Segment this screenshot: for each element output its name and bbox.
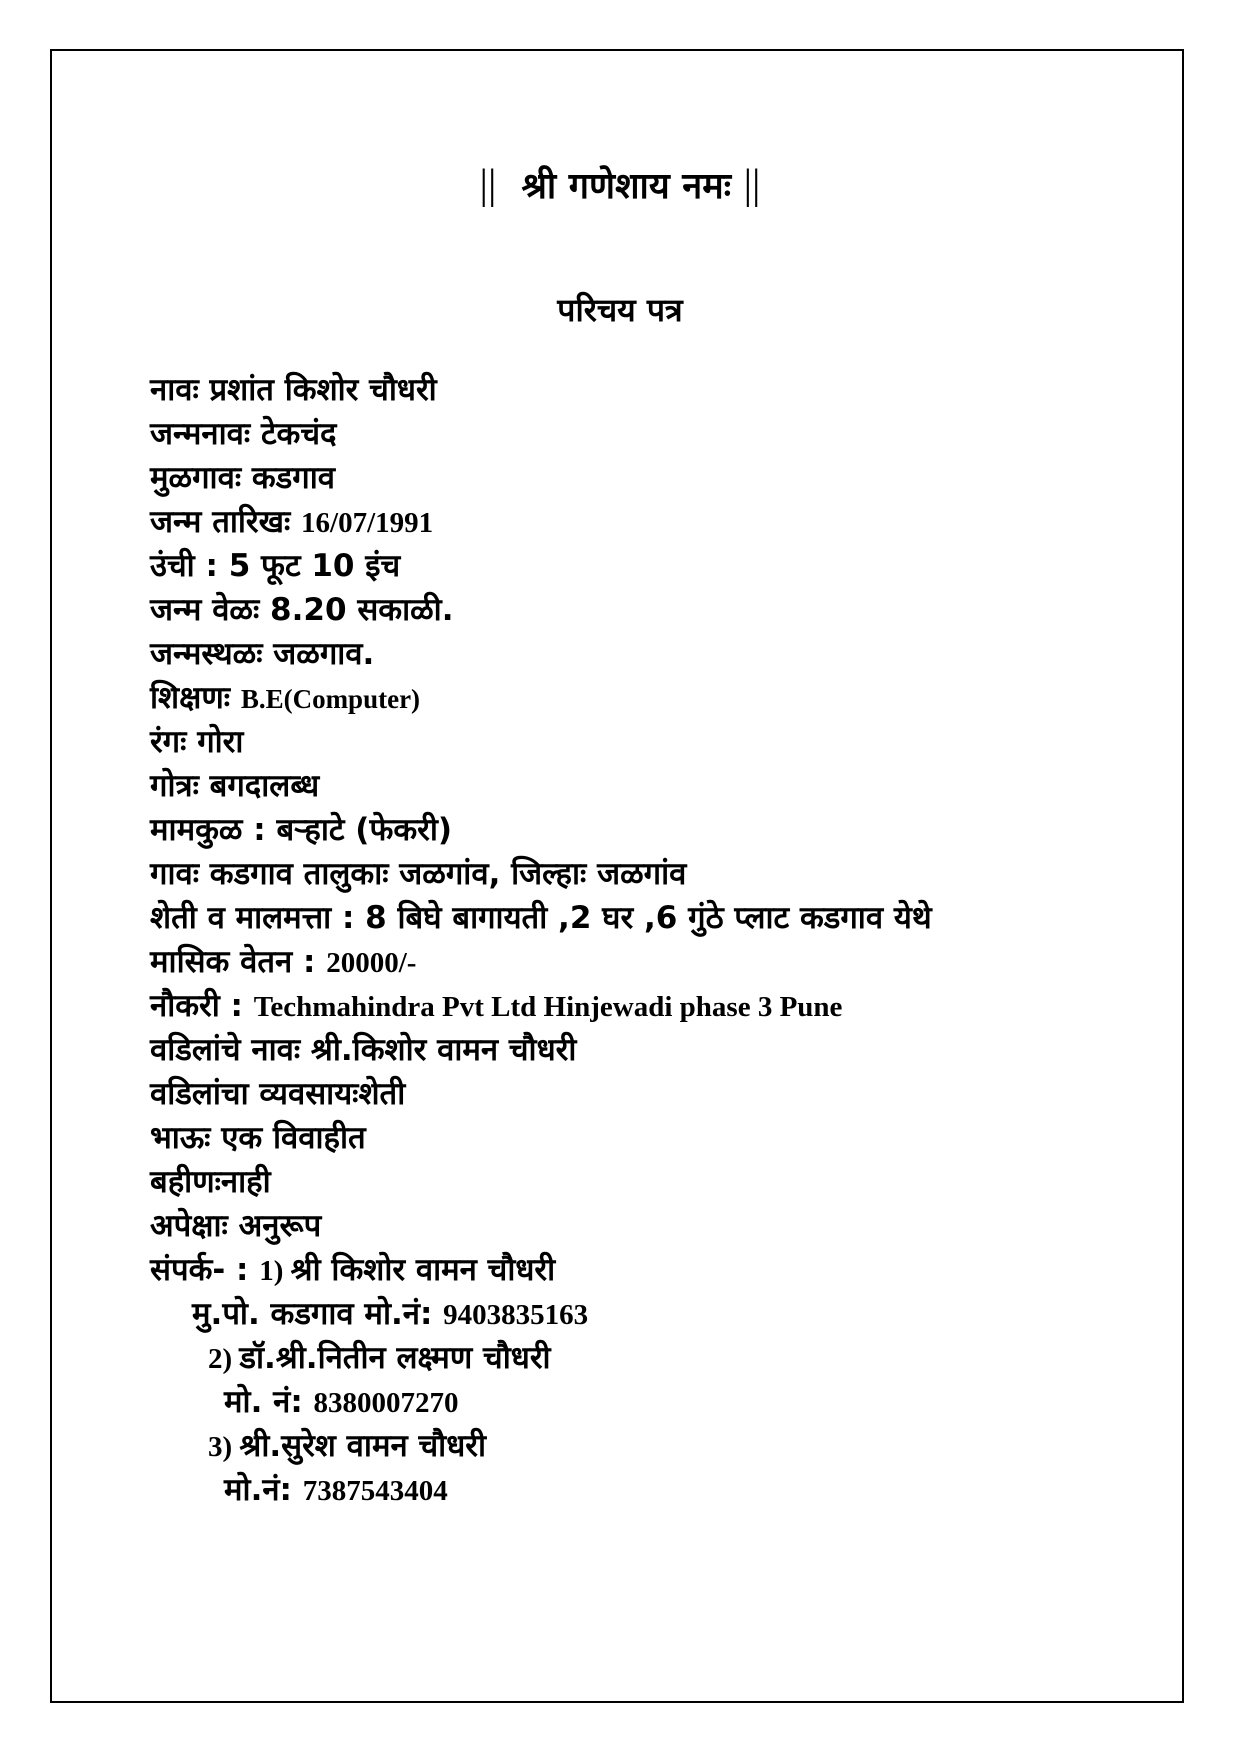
detail-value: Techmahindra Pvt Ltd Hinjewadi phase 3 Pune (253, 991, 843, 1023)
contact-entry-2-name (150, 1336, 1150, 1380)
detail-label: मुळगावः (150, 460, 252, 496)
detail-row-father-occupation (150, 1072, 1150, 1116)
detail-label: नौकरी : (150, 988, 254, 1024)
detail-value: शेती (358, 1076, 406, 1112)
detail-value: जळगाव. (273, 636, 375, 672)
detail-row-height (150, 544, 1150, 588)
contact-phone-label: मो.नं: (224, 1472, 303, 1508)
detail-label: मासिक वेतन : (150, 944, 327, 980)
detail-label: रंगः (150, 724, 198, 760)
detail-value: नाही (220, 1164, 271, 1200)
detail-row-native-village (150, 456, 1150, 500)
detail-label: शेती व मालमत्ता : (150, 900, 366, 936)
contact-section (150, 1248, 1150, 1512)
contact-entry-1-phone (150, 1292, 1150, 1336)
detail-value: प्रशांत किशोर चौधरी (209, 372, 437, 408)
detail-value: टेकचंद (260, 416, 337, 452)
detail-label: नावः (150, 372, 210, 408)
detail-row-name (150, 368, 1150, 412)
detail-value: 5 फूट 10 इंच (228, 548, 401, 584)
detail-value: 8.20 सकाळी. (270, 592, 454, 628)
document-title: परिचय पत्र (557, 291, 683, 329)
detail-value: कडगाव तालुकाः जळगांव, जिल्हाः जळगांव (209, 856, 687, 892)
contact-phone-label: मु.पो. कडगाव मो.नं: (192, 1296, 444, 1332)
detail-row-village (150, 852, 1150, 896)
contact-name: श्री किशोर वामन चौधरी (290, 1252, 556, 1288)
contact-entry-1-name (150, 1248, 1150, 1292)
detail-value: 16/07/1991 (301, 507, 434, 539)
detail-row-brother (150, 1116, 1150, 1160)
detail-label: वडिलांचा व्यवसायः (150, 1076, 359, 1112)
detail-label: जन्मनावः (150, 416, 261, 452)
contact-number: 1) (259, 1255, 291, 1287)
contact-number: 2) (208, 1343, 240, 1375)
detail-row-sister (150, 1160, 1150, 1204)
contact-phone: 8380007270 (313, 1387, 459, 1419)
detail-value: अनुरूप (238, 1208, 322, 1244)
contact-label: संपर्क- : (150, 1252, 260, 1288)
contact-name: डॉ.श्री.नितीन लक्ष्मण चौधरी (239, 1340, 551, 1376)
detail-value: एक विवाहीत (221, 1120, 366, 1156)
detail-label: गोत्रः (150, 768, 210, 804)
detail-value: 8 बिघे बागायती ,2 घर ,6 गुंठे प्लाट कडगाव येथे (365, 900, 932, 936)
contact-entry-3-phone (150, 1468, 1150, 1512)
detail-value: बगदालब्ध (209, 768, 320, 804)
detail-label: शिक्षणः (150, 680, 241, 716)
detail-row-complexion (150, 720, 1150, 764)
contact-phone-label: मो. नं: (224, 1384, 314, 1420)
detail-value: श्री.किशोर वामन चौधरी (310, 1032, 577, 1068)
details-list (150, 368, 1150, 1512)
detail-row-salary (150, 940, 1150, 984)
detail-label: भाऊः (150, 1120, 222, 1156)
detail-label: मामकुळ : (150, 812, 277, 848)
detail-row-father-name (150, 1028, 1150, 1072)
contact-entry-3-name (150, 1424, 1150, 1468)
detail-row-maternal-family (150, 808, 1150, 852)
detail-row-birth-date (150, 500, 1150, 544)
invocation-text: श्री गणेशाय नमः (521, 166, 732, 207)
detail-value: गोरा (197, 724, 244, 760)
detail-row-birth-place (150, 632, 1150, 676)
detail-label: जन्म वेळः (150, 592, 271, 628)
detail-value: बऱ्हाटे (फेकरी) (276, 812, 453, 848)
contact-phone: 7387543404 (302, 1475, 448, 1507)
detail-value: 20000/- (326, 947, 417, 979)
detail-value: B.E(Computer) (240, 684, 421, 714)
detail-value: कडगाव (251, 460, 335, 496)
detail-label: जन्मस्थळः (150, 636, 274, 672)
detail-row-education (150, 676, 1150, 720)
detail-row-birth-time (150, 588, 1150, 632)
detail-row-expectation (150, 1204, 1150, 1248)
contact-name: श्री.सुरेश वामन चौधरी (239, 1428, 486, 1464)
detail-label: वडिलांचे नावः (150, 1032, 311, 1068)
detail-row-birth-name (150, 412, 1150, 456)
detail-row-gotra (150, 764, 1150, 808)
detail-label: गावः (150, 856, 210, 892)
invocation-bars-right: || (743, 162, 761, 208)
detail-label: जन्म तारिखः (150, 504, 302, 540)
detail-label: बहीणः (150, 1164, 221, 1200)
invocation-heading (0, 160, 1240, 212)
contact-number: 3) (208, 1431, 240, 1463)
detail-row-property (150, 896, 1150, 940)
detail-row-job (150, 984, 1150, 1028)
detail-label: उंची : (150, 548, 229, 584)
detail-label: अपेक्षाः (150, 1208, 239, 1244)
invocation-bars-left: || (479, 162, 497, 208)
contact-phone: 9403835163 (443, 1299, 589, 1331)
contact-entry-2-phone (150, 1380, 1150, 1424)
